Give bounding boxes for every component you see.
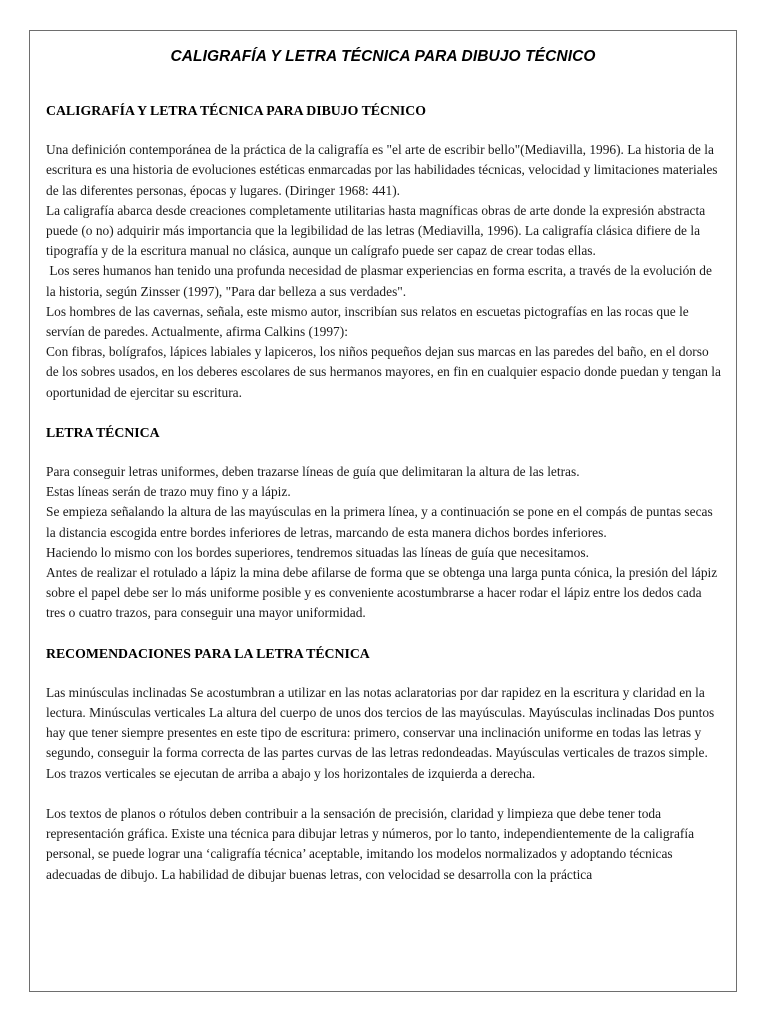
paragraph: Las minúsculas inclinadas Se acostumbran a utilizar en las notas aclaratorias por dar rapidez en la escritura y claridad en la lectura. Minúsculas verticales La altura del cuerpo de unos dos tercios de las mayúsculas. Mayúsculas inclinadas Dos puntos hay que tener siempre presentes en este tipo de escritura: primero, conservar una inclinación uniforme en todas las letras y segundo, conseguir la forma correcta de las partes curvas de las letras redondeadas. Mayúsculas verticales de trazos simple. Los trazos verticales se ejecutan de arriba a abajo y los horizontales de izquierda a derecha. xyxy=(46,684,715,781)
section-recomendaciones xyxy=(46,644,724,885)
section-heading: RECOMENDACIONES PARA LA LETRA TÉCNICA xyxy=(46,645,370,661)
document-title: CALIGRAFÍA Y LETRA TÉCNICA PARA DIBUJO TÉCNICO xyxy=(170,48,596,65)
paragraph: Una definición contemporánea de la práctica de la caligrafía es "el arte de escribir bello"(Mediavilla, 1996). La historia de la escritura es una historia de evoluciones estéticas enmarcadas por las habilidades técnicas, velocidad y limitaciones materiales de las diferentes personas, épocas y lugares. (Diringer 1968: 441). xyxy=(46,142,718,198)
paragraph-spacer xyxy=(46,784,724,804)
paragraph: Se empieza señalando la altura de las mayúsculas en la primera línea, y a continuación se pone en el compás de puntas secas la distancia escogida entre bordes inferiores de letras, marcando de esta manera dichos bordes inferiores. xyxy=(46,504,713,540)
paragraph: Con fibras, bolígrafos, lápices labiales y lapiceros, los niños pequeños dejan sus marcas en las paredes del baño, en el dorso de los sobres usados, en los deberes escolares de sus hermanos mayores, en fin en cualquier espacio donde puedan y tengan la oportunidad de ejercitar su escritura. xyxy=(46,344,721,400)
paragraph: Antes de realizar el rotulado a lápiz la mina debe afilarse de forma que se obtenga una larga punta cónica, la presión del lápiz sobre el papel debe ser lo más uniforme posible y es conveniente acostumbrarse a hacer rodar el lápiz entre los dedos cada tres o cuatro trazos, para conseguir una mayor uniformidad. xyxy=(46,565,718,621)
document-page xyxy=(29,30,737,992)
paragraph: La caligrafía abarca desde creaciones completamente utilitarias hasta magníficas obras de arte donde la expresión abstracta puede (o no) adquirir más importancia que la legibilidad de las letras (Mediavilla, 1996). La caligrafía clásica difiere de la tipografía y de la escritura manual no clásica, aunque un calígrafo puede ser capaz de crear todas ellas. xyxy=(46,202,706,259)
section-heading: CALIGRAFÍA Y LETRA TÉCNICA PARA DIBUJO TÉCNICO xyxy=(46,103,426,118)
paragraph: Los textos de planos o rótulos deben contribuir a la sensación de precisión, claridad y limpieza que debe tener toda representación gráfica. Existe una técnica para dibujar letras y números, por lo tanto, independientemente de la caligrafía personal, se puede lograr una ‘caligrafía técnica’ aceptable, imitando los modelos normalizados y adoptando técnicas adecuadas de dibujo. La habilidad de dibujar buenas letras, con velocidad se desarrolla con la práctica xyxy=(46,805,695,882)
section-heading: LETRA TÉCNICA xyxy=(46,424,160,440)
paragraph: Los seres humanos han tenido una profunda necesidad de plasmar experiencias en forma escrita, a través de la evolución de la historia, según Zinsser (1997), "Para dar belleza a sus verdades". xyxy=(46,263,716,299)
paragraph: Para conseguir letras uniformes, deben trazarse líneas de guía que delimitaran la altura de las letras. xyxy=(46,464,580,480)
paragraph: Los hombres de las cavernas, señala, este mismo autor, inscribían sus relatos en escuetas pictografías en las rocas que le servían de paredes. Actualmente, afirma Calkins (1997): xyxy=(46,303,689,340)
document-body xyxy=(46,101,724,885)
paragraph: Estas líneas serán de trazo muy fino y a lápiz. xyxy=(46,484,291,500)
paragraph: Haciendo lo mismo con los bordes superiores, tendremos situadas las líneas de guía que necesitamos. xyxy=(46,544,589,560)
section-letra-tecnica xyxy=(46,423,724,624)
section-caligrafia xyxy=(46,101,724,403)
